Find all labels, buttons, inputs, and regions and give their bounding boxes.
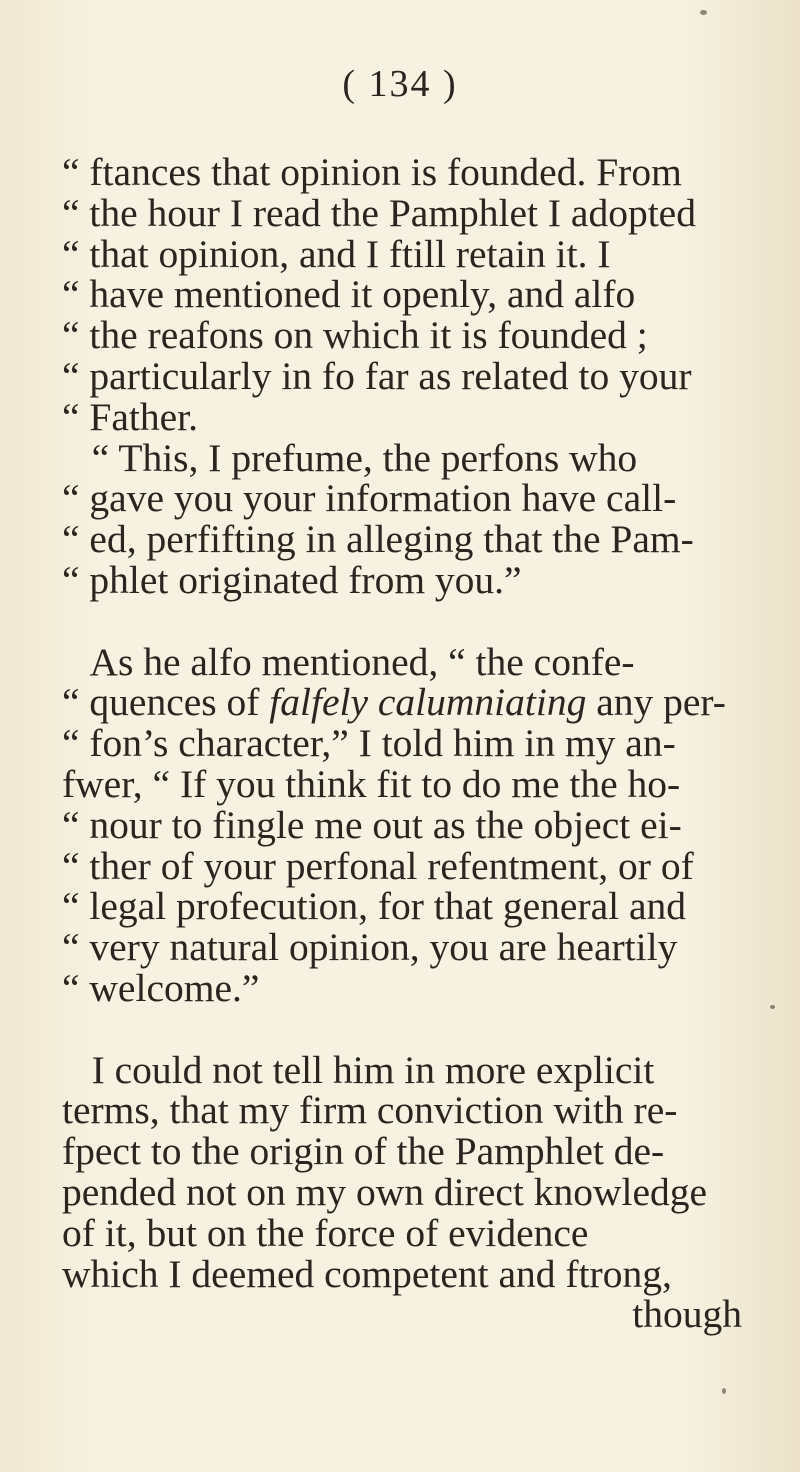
text-line: “ the reafons on which it is founded ; <box>62 313 648 358</box>
italic-phrase: falfely calumniating <box>269 680 587 725</box>
text-line: “ the hour I read the Pamphlet I adopted <box>62 190 696 235</box>
text-line: “ that opinion, and I ftill retain it. I <box>62 231 611 276</box>
text-line: “ Father. <box>62 394 199 439</box>
paper-speck <box>770 1005 775 1009</box>
page-body <box>62 152 742 1335</box>
text-line: which I deemed competent and ftrong, <box>62 1251 672 1296</box>
catchword: though <box>632 1292 742 1337</box>
paragraph-gap <box>62 1009 742 1050</box>
text-line: “ fon’s character,” I told him in my an- <box>62 721 676 766</box>
text-line: terms, that my firm conviction with re- <box>62 1088 678 1133</box>
text-run: any per- <box>586 680 726 725</box>
text-line: “ ftances that opinion is founded. From <box>62 150 682 194</box>
text-line: “ particularly in fo far as related to your <box>62 353 692 398</box>
text-line: “ ed, perfifting in alleging that the Pam- <box>62 517 694 562</box>
text-line: pended not on my own direct knowledge <box>62 1169 708 1214</box>
paper-speck <box>722 1388 726 1394</box>
text-line: As he alfo mentioned, “ the confe- <box>62 639 635 684</box>
text-line: “ nour to fingle me out as the object ei- <box>62 802 682 847</box>
text-line: I could not tell him in more explicit <box>62 1047 655 1092</box>
text-line: “ gave you your information have call- <box>62 476 677 521</box>
text-line-with-italic <box>62 682 742 723</box>
paragraph-gap <box>62 601 742 642</box>
text-line: fwer, “ If you think fit to do me the ho- <box>62 761 681 806</box>
paper-speck <box>700 10 707 15</box>
text-line: “ have mentioned it openly, and alfo <box>62 272 636 317</box>
text-line: fpect to the origin of the Pamphlet de- <box>62 1129 665 1174</box>
text-line: “ welcome.” <box>62 965 260 1010</box>
text-run: “ quences of <box>62 680 270 725</box>
text-line: “ legal profecution, for that general and <box>62 884 687 929</box>
text-line: “ very natural opinion, you are heartily <box>62 925 678 970</box>
text-line: “ This, I prefume, the perfons who <box>62 435 638 480</box>
text-line: of it, but on the force of evidence <box>62 1210 589 1255</box>
page-number: ( 134 ) <box>342 63 458 105</box>
text-line: “ phlet originated from you.” <box>62 557 522 602</box>
text-line: “ ther of your perfonal refentment, or of <box>62 843 694 888</box>
